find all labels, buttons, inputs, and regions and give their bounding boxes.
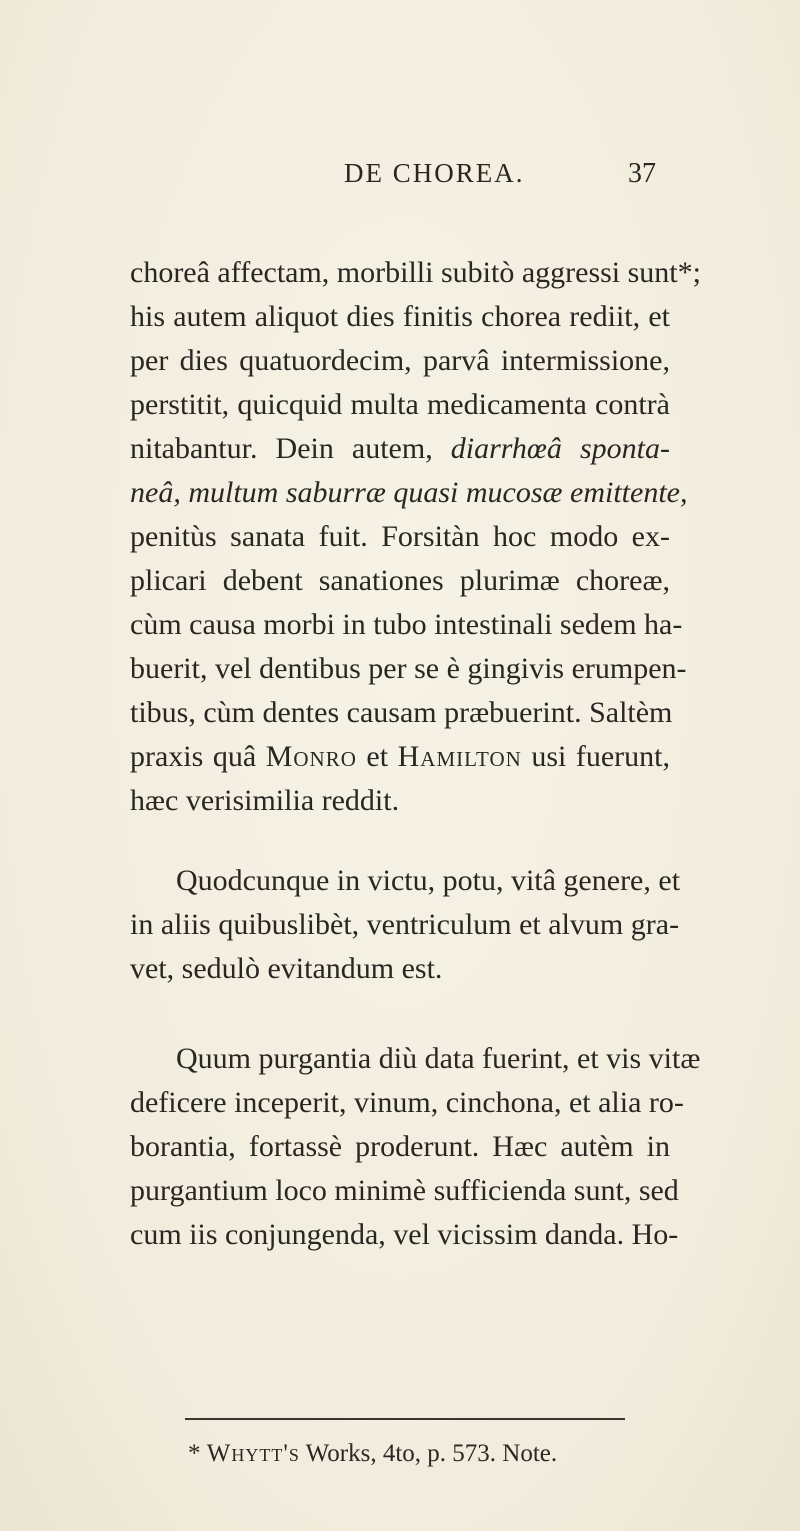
footnote bbox=[188, 1440, 557, 1468]
text-line: choreâ affectam, morbilli subitò aggressi sunt*; bbox=[130, 256, 701, 289]
text-line: Quodcunque in victu, potu, vitâ genere, et bbox=[176, 864, 681, 897]
text-line: penitùs sanata fuit. Forsitàn hoc modo ex- bbox=[130, 520, 670, 553]
footnote-text: Works, 4to, p. 573. Note. bbox=[305, 1440, 558, 1467]
text-line bbox=[130, 429, 670, 469]
text-line: Quum purgantia diù data fuerint, et vis vitæ bbox=[176, 1042, 701, 1075]
page-number: 37 bbox=[628, 158, 656, 189]
text-line: buerit, vel dentibus per se è gingivis erumpen- bbox=[130, 652, 687, 685]
text-line bbox=[130, 473, 688, 513]
text-line: cum iis conjungenda, vel vicissim danda. Ho- bbox=[130, 1218, 679, 1251]
text-span: et bbox=[366, 740, 389, 773]
text-span: praxis quâ bbox=[130, 740, 257, 773]
text-line: vet, sedulò evitandum est. bbox=[130, 952, 443, 985]
page-header bbox=[0, 158, 800, 198]
italic-span: neâ, multum saburræ quasi mucosæ emittente, bbox=[130, 476, 688, 509]
footnote-marker: * bbox=[188, 1440, 201, 1467]
text-line: perstitit, quicquid multa medicamenta contrà bbox=[130, 388, 670, 421]
footnote-author: Whytt's bbox=[206, 1440, 300, 1467]
text-span: usi fuerunt, bbox=[531, 740, 670, 773]
text-line: his autem aliquot dies finitis chorea rediit, et bbox=[130, 300, 670, 333]
text-line: borantia, fortassè proderunt. Hæc autèm in bbox=[130, 1130, 670, 1163]
italic-span: diarrhœâ sponta- bbox=[450, 432, 670, 465]
running-head: DE CHOREA. bbox=[344, 158, 525, 188]
text-line: deficere inceperit, vinum, cinchona, et alia ro- bbox=[130, 1086, 684, 1119]
text-line: purgantium loco minimè sufficienda sunt, sed bbox=[130, 1174, 679, 1207]
text-line: tibus, cùm dentes causam præbuerint. Saltèm bbox=[130, 696, 673, 729]
text-line: per dies quatuordecim, parvâ intermissione, bbox=[130, 344, 670, 377]
author-name: Monro bbox=[265, 740, 357, 773]
author-name: Hamilton bbox=[397, 740, 522, 773]
footnote-divider bbox=[185, 1418, 625, 1420]
text-line: in aliis quibuslibèt, ventriculum et alvum gra- bbox=[130, 908, 680, 941]
text-span: nitabantur. Dein autem, bbox=[130, 432, 433, 465]
text-line: plicari debent sanationes plurimæ choreæ, bbox=[130, 564, 670, 597]
text-line: hæc verisimilia reddit. bbox=[130, 784, 400, 817]
text-line bbox=[130, 737, 670, 777]
text-line: cùm causa morbi in tubo intestinali sedem ha- bbox=[130, 608, 683, 641]
